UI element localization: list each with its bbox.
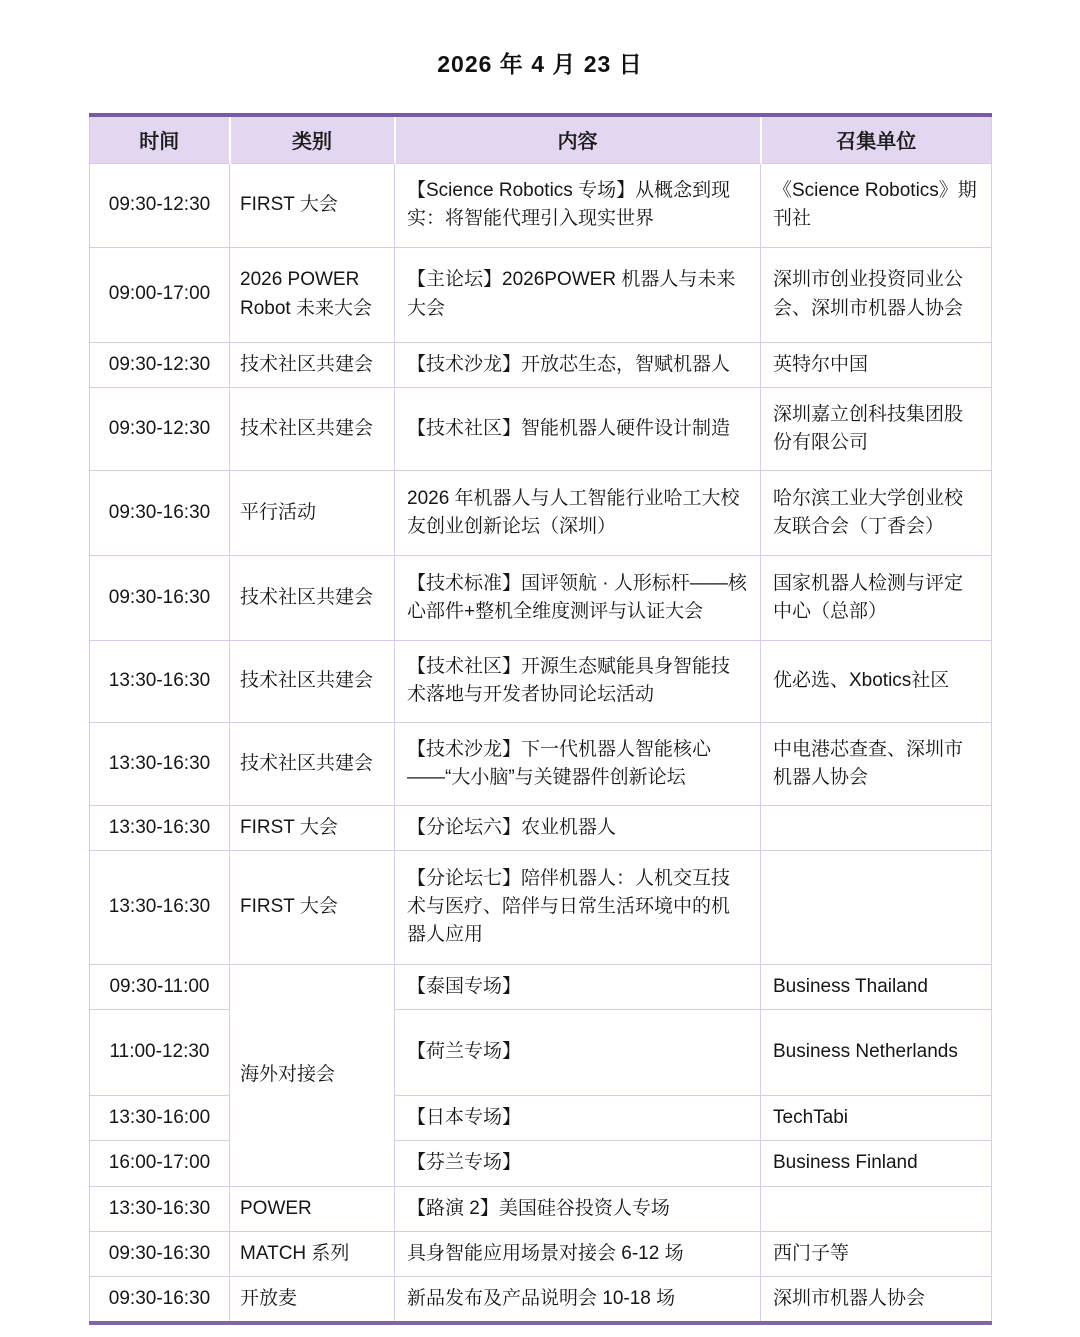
cell-organizer: 优必选、Xbotics社区	[761, 640, 992, 722]
cell-organizer: 西门子等	[761, 1232, 992, 1277]
cell-content: 具身智能应用场景对接会 6-12 场	[395, 1232, 761, 1277]
cell-content: 【技术沙龙】开放芯生态，智赋机器人	[395, 342, 761, 387]
cell-time: 11:00-12:30	[90, 1009, 230, 1095]
table-row	[90, 555, 992, 640]
cell-category: 技术社区共建会	[230, 555, 395, 640]
table-row	[90, 850, 992, 964]
cell-time: 09:30-16:30	[90, 470, 230, 555]
cell-organizer	[761, 1186, 992, 1231]
cell-organizer: 英特尔中国	[761, 342, 992, 387]
cell-category: MATCH 系列	[230, 1232, 395, 1277]
cell-category: 技术社区共建会	[230, 387, 395, 470]
cell-time: 13:30-16:30	[90, 805, 230, 850]
cell-content: 【技术沙龙】下一代机器人智能核心——“大小脑”与关键器件创新论坛	[395, 722, 761, 805]
cell-category: POWER	[230, 1186, 395, 1231]
cell-content: 【芬兰专场】	[395, 1140, 761, 1186]
cell-time: 13:30-16:30	[90, 640, 230, 722]
table-row	[90, 247, 992, 342]
cell-time: 16:00-17:00	[90, 1140, 230, 1186]
cell-category: FIRST 大会	[230, 805, 395, 850]
cell-category: FIRST 大会	[230, 850, 395, 964]
table-row	[90, 640, 992, 722]
cell-content: 【日本专场】	[395, 1095, 761, 1140]
cell-time: 09:30-12:30	[90, 387, 230, 470]
cell-content: 2026 年机器人与人工智能行业哈工大校友创业创新论坛（深圳）	[395, 470, 761, 555]
cell-content: 【泰国专场】	[395, 964, 761, 1009]
cell-content: 【分论坛六】农业机器人	[395, 805, 761, 850]
cell-time: 09:30-12:30	[90, 163, 230, 247]
col-header-time: 时间	[90, 115, 230, 163]
cell-organizer: Business Finland	[761, 1140, 992, 1186]
cell-time: 09:00-17:00	[90, 247, 230, 342]
cell-organizer: 中电港芯查查、深圳市机器人协会	[761, 722, 992, 805]
cell-organizer	[761, 850, 992, 964]
cell-organizer: Business Thailand	[761, 964, 992, 1009]
cell-time: 13:30-16:30	[90, 850, 230, 964]
schedule-table	[89, 113, 992, 1325]
page-title: 2026 年 4 月 23 日	[437, 51, 643, 77]
col-header-category: 类别	[230, 115, 395, 163]
cell-category: FIRST 大会	[230, 163, 395, 247]
table-row	[90, 1186, 992, 1231]
cell-content: 【技术标准】国评领航 · 人形标杆——核心部件+整机全维度测评与认证大会	[395, 555, 761, 640]
table-row	[90, 805, 992, 850]
table-row	[90, 342, 992, 387]
col-header-organizer: 召集单位	[761, 115, 992, 163]
cell-organizer: 深圳市创业投资同业公会、深圳市机器人协会	[761, 247, 992, 342]
cell-content: 【Science Robotics 专场】从概念到现实：将智能代理引入现实世界	[395, 163, 761, 247]
cell-content: 【路演 2】美国硅谷投资人专场	[395, 1186, 761, 1231]
cell-category: 技术社区共建会	[230, 342, 395, 387]
table-row	[90, 1095, 992, 1140]
cell-category-merged: 海外对接会	[230, 964, 395, 1186]
cell-time: 09:30-11:00	[90, 964, 230, 1009]
cell-time: 13:30-16:30	[90, 722, 230, 805]
table-row	[90, 470, 992, 555]
cell-content: 【分论坛七】陪伴机器人：人机交互技术与医疗、陪伴与日常生活环境中的机器人应用	[395, 850, 761, 964]
table-row	[90, 387, 992, 470]
cell-category: 开放麦	[230, 1277, 395, 1324]
table-row	[90, 163, 992, 247]
col-header-content: 内容	[395, 115, 761, 163]
cell-organizer: 《Science Robotics》期刊社	[761, 163, 992, 247]
cell-time: 09:30-16:30	[90, 1277, 230, 1324]
table-row	[90, 1232, 992, 1277]
cell-category: 平行活动	[230, 470, 395, 555]
cell-organizer	[761, 805, 992, 850]
cell-content: 【主论坛】2026POWER 机器人与未来大会	[395, 247, 761, 342]
cell-content: 【技术社区】开源生态赋能具身智能技术落地与开发者协同论坛活动	[395, 640, 761, 722]
cell-category: 技术社区共建会	[230, 722, 395, 805]
cell-time: 09:30-16:30	[90, 1232, 230, 1277]
table-header-row	[90, 115, 992, 163]
cell-organizer: 深圳嘉立创科技集团股份有限公司	[761, 387, 992, 470]
cell-content: 新品发布及产品说明会 10-18 场	[395, 1277, 761, 1324]
cell-organizer: Business Netherlands	[761, 1009, 992, 1095]
table-row	[90, 964, 992, 1009]
cell-organizer: 国家机器人检测与评定中心（总部）	[761, 555, 992, 640]
cell-time: 13:30-16:00	[90, 1095, 230, 1140]
table-row	[90, 1277, 992, 1324]
cell-time: 09:30-12:30	[90, 342, 230, 387]
cell-category: 技术社区共建会	[230, 640, 395, 722]
cell-organizer: 深圳市机器人协会	[761, 1277, 992, 1324]
cell-content: 【技术社区】智能机器人硬件设计制造	[395, 387, 761, 470]
cell-organizer: 哈尔滨工业大学创业校友联合会（丁香会）	[761, 470, 992, 555]
cell-time: 09:30-16:30	[90, 555, 230, 640]
cell-category: 2026 POWER Robot 未来大会	[230, 247, 395, 342]
table-row	[90, 1009, 992, 1095]
table-row	[90, 722, 992, 805]
cell-organizer: TechTabi	[761, 1095, 992, 1140]
cell-content: 【荷兰专场】	[395, 1009, 761, 1095]
cell-time: 13:30-16:30	[90, 1186, 230, 1231]
table-row	[90, 1140, 992, 1186]
